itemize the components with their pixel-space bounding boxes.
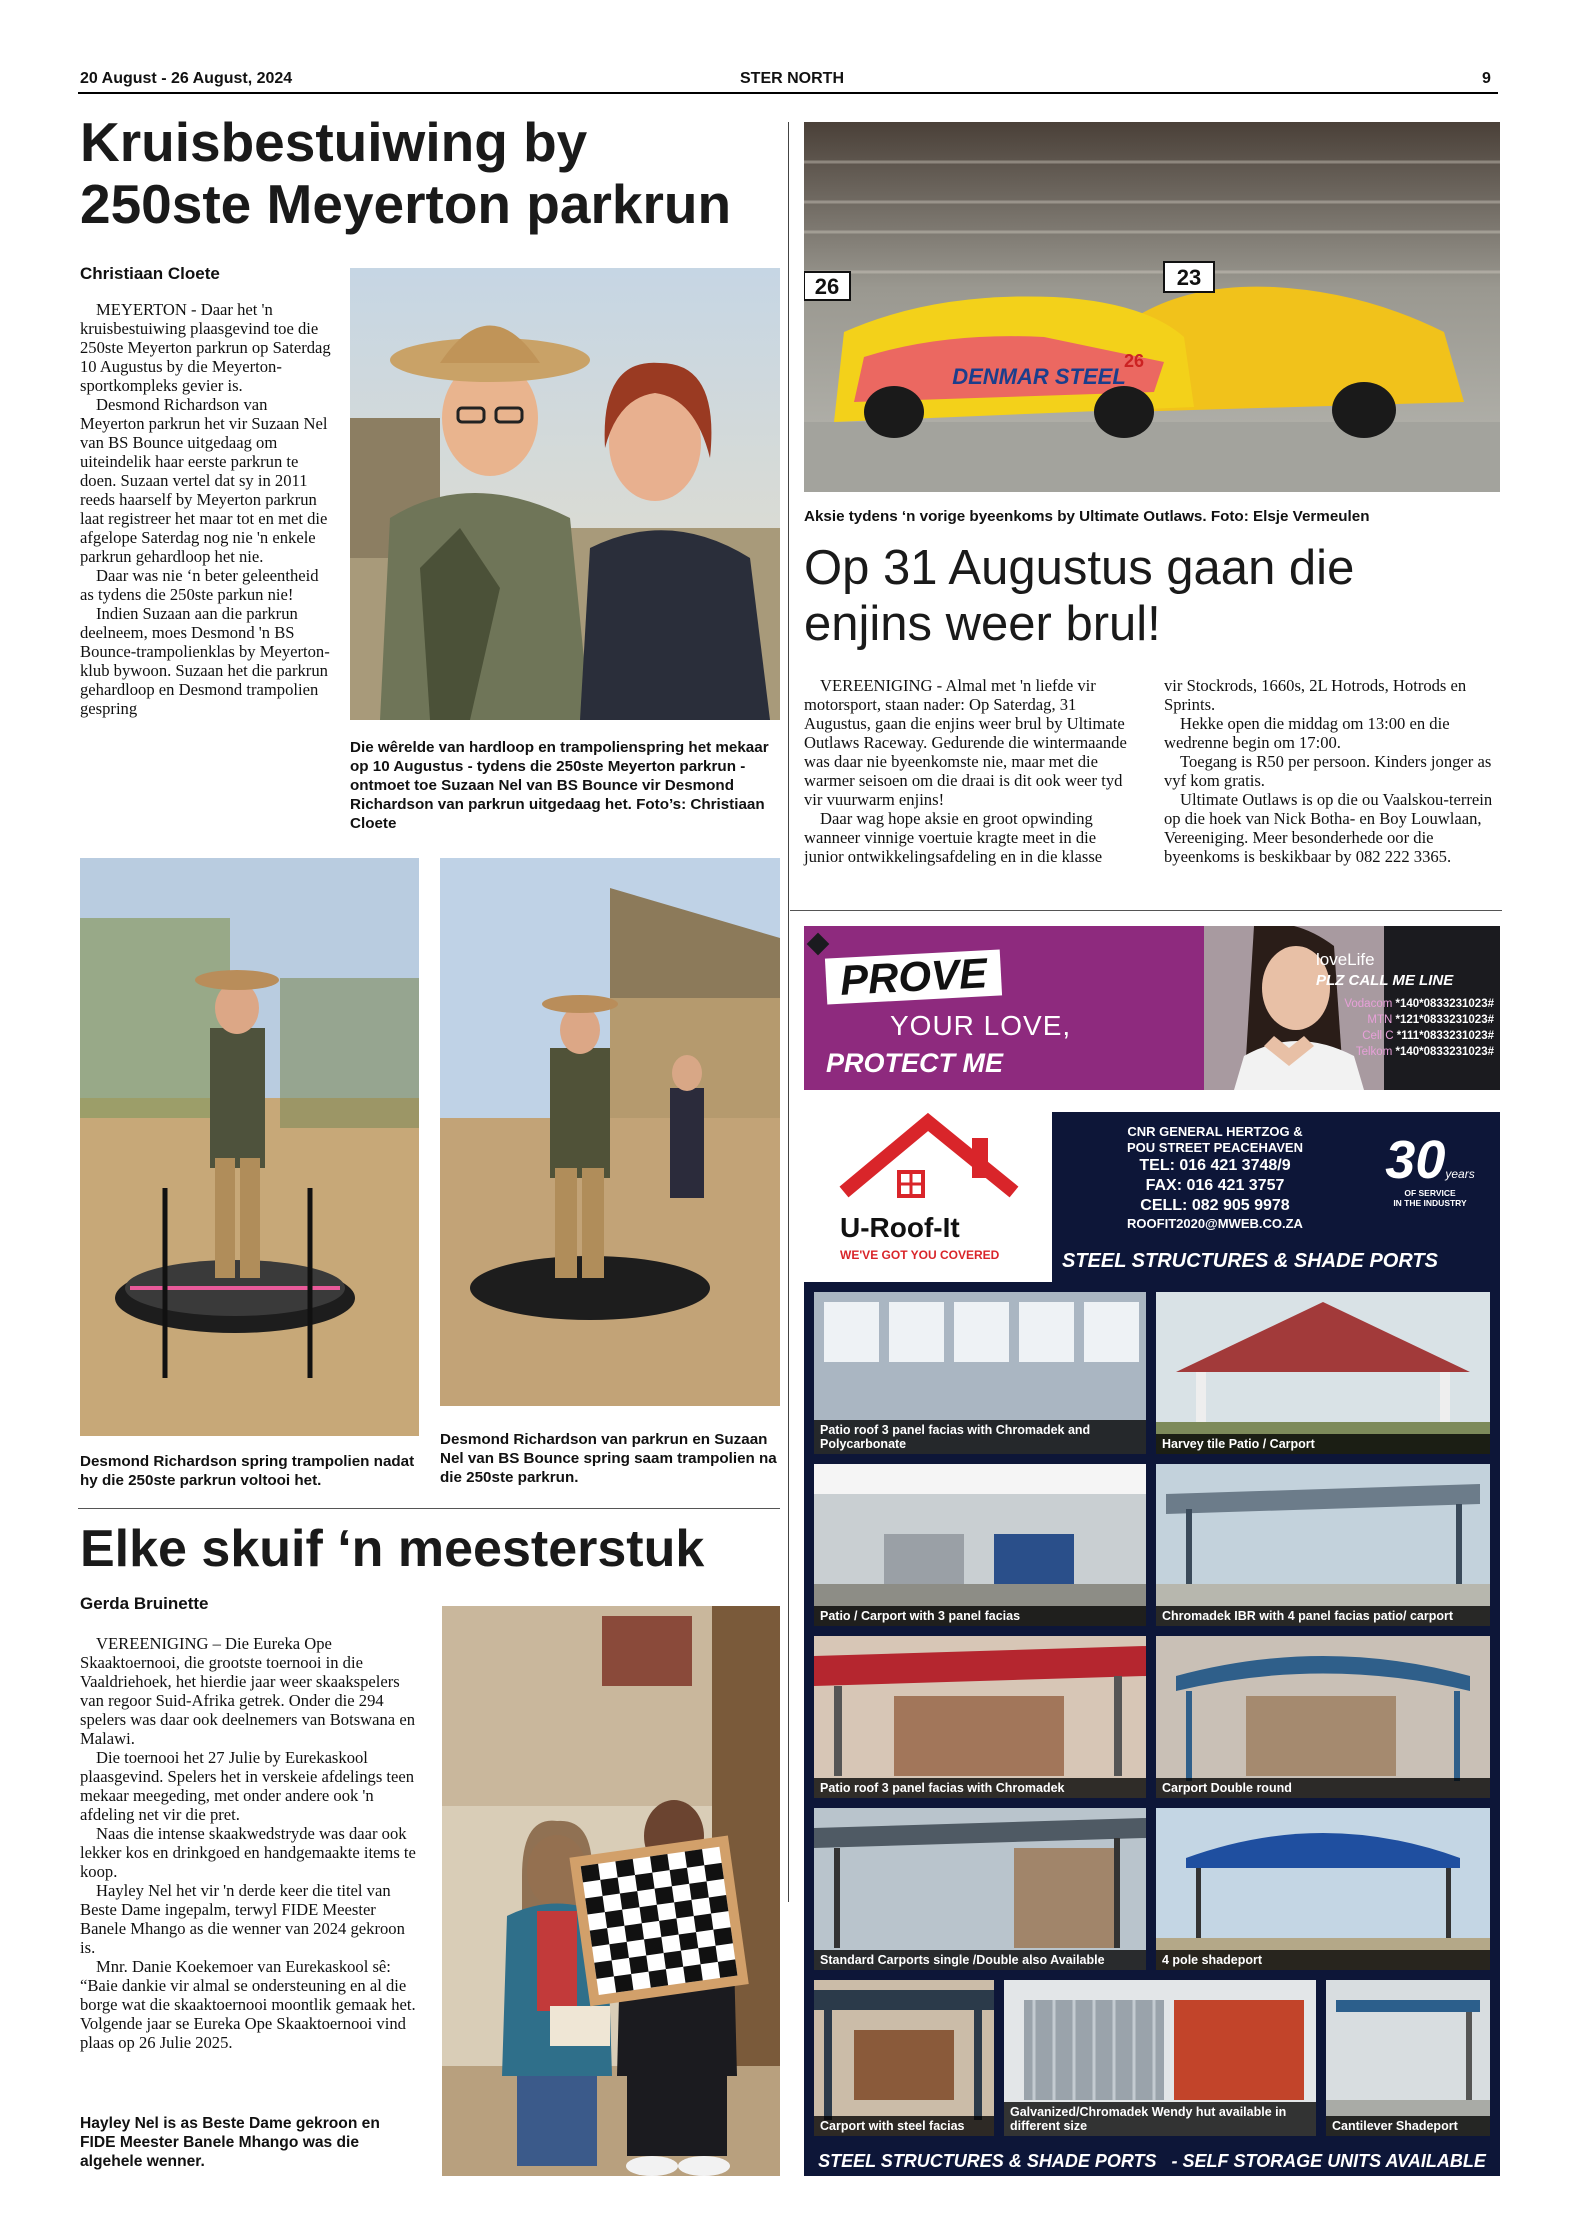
uroof-years-text1: OF SERVICE [1404, 1188, 1456, 1198]
column-divider [788, 122, 789, 1902]
uroof-tile [814, 1636, 1146, 1798]
uroof-tile [1326, 1980, 1490, 2136]
uroof-tile [1156, 1464, 1490, 1626]
lovelife-code-row [1314, 1044, 1494, 1060]
article2-headline-line2: enjins weer brul! [804, 597, 1161, 652]
uroof-tile-label: Harvey tile Patio / Carport [1156, 1434, 1490, 1454]
article2-col2 [1164, 676, 1500, 866]
uroof-tile [1004, 1980, 1316, 2136]
uroof-tel[interactable]: TEL: 016 421 3748/9 [1139, 1157, 1291, 1174]
photo-chess-winners [442, 1606, 780, 2176]
lovelife-ad[interactable] [804, 926, 1500, 1090]
uroof-30-years-badge [1370, 1132, 1490, 1208]
lovelife-your-love: YOUR LOVE, [890, 1010, 1072, 1041]
uroof-logo-text: U-Roof-It [840, 1212, 960, 1243]
article3-para: Mnr. Danie Koekemoer van Eurekaskool sê: “Baie dankie vir almal se ondersteuning en al die borge wat die skaaktoernooi moontlik gemaak het. Volgende jaar se Eureka Ope Skaaktoernooi vind plaas op 26 Julie 2025. [80, 1957, 416, 2052]
uroof-tile-label: Patio roof 3 panel facias with Chromadek [814, 1778, 1146, 1798]
page-number: 9 [1482, 70, 1491, 87]
uroof-tile-label: Cantilever Shadeport [1326, 2116, 1490, 2136]
car-number-26: 26 [814, 274, 840, 299]
lovelife-brand: loveLife [1316, 950, 1375, 969]
article3-para: Die toernooi het 27 Julie by Eurekaskool plaasgevind. Spelers het in verskeie afdelings teen mekaar meegeding, met onder andere ook 'n afdeling net vir die pret. [80, 1748, 415, 1824]
article1-headline [80, 112, 780, 235]
caption-desmond-suzaan-trampoline: Desmond Richardson van parkrun en Suzaan Nel van BS Bounce spring saam trampolien na die 250ste parkrun. [440, 1431, 777, 1486]
uroof-contact-details [1070, 1124, 1360, 1232]
article1-body [80, 300, 332, 718]
photo-desmond-suzaan-trampoline [440, 858, 780, 1406]
uroof-address1: CNR GENERAL HERTZOG & [1127, 1124, 1303, 1139]
article3-body [80, 1634, 416, 2052]
photo-desmond-trampoline [80, 858, 419, 1436]
uroof-tiles-area [804, 1282, 1500, 2146]
lovelife-protect-me: PROTECT ME [826, 1048, 1004, 1078]
network-name: Cell C [1362, 1030, 1394, 1042]
uroof-tile-label: 4 pole shadeport [1156, 1950, 1490, 1970]
article-divider [78, 1508, 780, 1509]
uroof-ad[interactable] [804, 1112, 1500, 2176]
uroof-address2: POU STREET PEACEHAVEN [1126, 1140, 1303, 1155]
car-number-26-side: 26 [1123, 351, 1145, 371]
article1-para: Daar was nie ‘n beter geleentheid as tydens die 250ste parkun nie! [80, 566, 319, 604]
ussd-code: *121*0833231023# [1395, 1014, 1494, 1026]
lovelife-codes [1314, 996, 1494, 1060]
network-name: MTN [1367, 1014, 1393, 1026]
lovelife-code-row [1314, 1028, 1494, 1044]
article3-para: VEREENIGING – Die Eureka Ope Skaaktoernooi, die grootste toernooi in die Vaaldriehoek, het hierdie jaar weer skaakspelers van regoor Suid-Afrika getrek. Onder die 294 spelers was daar ook deelnemers van Botswana en Malawi. [80, 1634, 415, 1748]
article2-col1 [804, 676, 1138, 866]
uroof-tile [814, 1980, 994, 2136]
article2-para: Toegang is R50 per persoon. Kinders jonger as vyf kom gratis. [1164, 752, 1492, 790]
uroof-tile [1156, 1636, 1490, 1798]
uroof-tile-label: Standard Carports single /Double also Available [814, 1950, 1146, 1970]
ussd-code: *111*0833231023# [1396, 1030, 1494, 1042]
newspaper-name: STER NORTH [740, 70, 844, 87]
uroof-cell[interactable]: CELL: 082 905 9978 [1140, 1197, 1290, 1214]
uroof-years-text2: IN THE INDUSTRY [1393, 1198, 1467, 1208]
uroof-tagline: WE'VE GOT YOU COVERED [840, 1248, 1000, 1262]
uroof-tile [814, 1292, 1146, 1454]
uroof-tile-label: Patio roof 3 panel facias with Chromadek and Polycarbonate [814, 1420, 1146, 1454]
photo-desmond-suzaan [350, 268, 780, 720]
article3-para: Naas die intense skaakwedstryde was daar ook lekker kos en drinkgoed en handgemaakte items te koop. [80, 1824, 416, 1881]
uroof-banner: STEEL STRUCTURES & SHADE PORTS [1062, 1250, 1438, 1272]
lovelife-code-row [1314, 996, 1494, 1012]
uroof-years-number: 30 [1385, 1130, 1446, 1190]
article1-byline: Christiaan Cloete [80, 264, 220, 283]
uroof-tile [1156, 1808, 1490, 1970]
header-rule [78, 92, 1498, 94]
uroof-tile-label: Carport Double round [1156, 1778, 1490, 1798]
article2-para: vir Stockrods, 1660s, 2L Hotrods, Hotrods en Sprints. [1164, 676, 1467, 714]
article1-para: MEYERTON - Daar het 'n kruisbestuiwing plaasgevind toe die 250ste Meyerton parkrun op Saterdag 10 Augustus by die Meyerton-sportkompleks gevier is. [80, 300, 331, 395]
ussd-code: *140*0833231023# [1395, 1046, 1494, 1058]
article3-caption: Hayley Nel is as Beste Dame gekroon en FIDE Meester Banele Mhango was die algehele wenner. [80, 2115, 380, 2170]
lovelife-line-title: PLZ CALL ME LINE [1316, 972, 1454, 989]
uroof-tile-label: Carport with steel facias [814, 2116, 994, 2136]
uroof-years-word: years [1445, 1167, 1475, 1181]
article2-para: VEREENIGING - Almal met 'n liefde vir motorsport, staan nader: Op Saterdag, 31 Augustus, gaan die enjins weer brul by Ultimate Outlaws Raceway. Gedurende die wintermaande was daar nie byeenkomste nie, maar met die warmer seisoen om die draai is dit ook weer tyd vir vuurwarm enjins! [804, 676, 1127, 809]
ussd-code: *140*0833231023# [1395, 998, 1494, 1010]
article3-para: Hayley Nel het vir 'n derde keer die titel van Beste Dame ingepalm, terwyl FIDE Meester Banele Mhango as die wenner van 2024 gekroon is. [80, 1881, 405, 1957]
uroof-email[interactable]: ROOFIT2020@MWEB.CO.ZA [1127, 1216, 1303, 1231]
article3-byline: Gerda Bruinette [80, 1594, 209, 1613]
lovelife-prove: PROVE [825, 949, 1002, 1004]
article2-headline-line1: Op 31 Augustus gaan die [804, 541, 1355, 595]
network-name: Vodacom [1344, 998, 1393, 1010]
uroof-logo-block [804, 1112, 1052, 1282]
article1-para: Indien Suzaan aan die parkrun deelneem, moes Desmond 'n BS Bounce-trampolienklas by Meyerton-klub bywoon. Suzaan het die parkrun gehardloop en Desmond trampolien gespring [80, 604, 330, 718]
article2-headline [804, 540, 1504, 653]
article2-photo-caption: Aksie tydens ‘n vorige byeenkoms by Ultimate Outlaws. Foto: Elsje Vermeulen [804, 508, 1370, 525]
car-number-23: 23 [1176, 265, 1202, 290]
issue-date: 20 August - 26 August, 2024 [80, 70, 293, 87]
article1-para: Desmond Richardson van Meyerton parkrun het vir Suzaan Nel van BS Bounce uitgedaag om uiteindelik haar eerste parkrun te doen. Suzaan vertel dat sy in 2011 reeds haarself by Meyerton parkrun laat registreer het maar tot en met die afgelope Saterdag nog nie 'n enkele parkrun gehardloop het nie. [80, 395, 328, 566]
lovelife-code-row [1314, 1012, 1494, 1028]
car-decal: DENMAR STEEL [952, 364, 1126, 389]
uroof-fax: FAX: 016 421 3757 [1145, 1177, 1285, 1194]
uroof-tile-label: Galvanized/Chromadek Wendy hut available in different size [1004, 2102, 1316, 2136]
network-name: Telkom [1355, 1046, 1393, 1058]
article2-para: Daar wag hope aksie en groot opwinding wanneer vinnige voertuie kragte meet in die junior ontwikkelingsafdeling en in die klasse [804, 809, 1103, 866]
article3-headline: Elke skuif ‘n meesterstuk [80, 1520, 705, 1578]
uroof-tile [1156, 1292, 1490, 1454]
uroof-tile-label: Chromadek IBR with 4 panel facias patio/ carport [1156, 1606, 1490, 1626]
caption-desmond-trampoline: Desmond Richardson spring trampolien nadat hy die 250ste parkrun voltooi het. [80, 1453, 415, 1489]
uroof-footer: STEEL STRUCTURES & SHADE PORTS - SELF STORAGE UNITS AVAILABLE [804, 2146, 1500, 2176]
article2-para: Ultimate Outlaws is op die ou Vaalskou-terrein op die hoek van Nick Botha- en Boy Louwlaan, Vereeniging. Meer besonderhede oor die byeenkoms is beskikbaar by 082 222 3365. [1164, 790, 1493, 866]
article2-para: Hekke open die middag om 13:00 en die wedrenne begin om 17:00. [1164, 714, 1450, 752]
photo-racing-cars [804, 122, 1500, 492]
article1-headline-line2: 250ste Meyerton parkrun [80, 172, 732, 235]
uroof-tile [814, 1464, 1146, 1626]
ad-divider [790, 910, 1502, 911]
article1-headline-line1: Kruisbestuiwing by [80, 111, 588, 173]
uroof-tile [814, 1808, 1146, 1970]
uroof-tile-label: Patio / Carport with 3 panel facias [814, 1606, 1146, 1626]
article1-photo-caption: Die wêrelde van hardloop en trampolienspring het mekaar op 10 Augustus - tydens die 250ste Meyerton parkrun - ontmoet toe Suzaan Nel van BS Bounce vir Desmond Richardson van parkrun uitgedaag het. Foto’s: Christiaan Cloete [350, 739, 769, 832]
uroof-contact-block [1052, 1112, 1500, 1282]
